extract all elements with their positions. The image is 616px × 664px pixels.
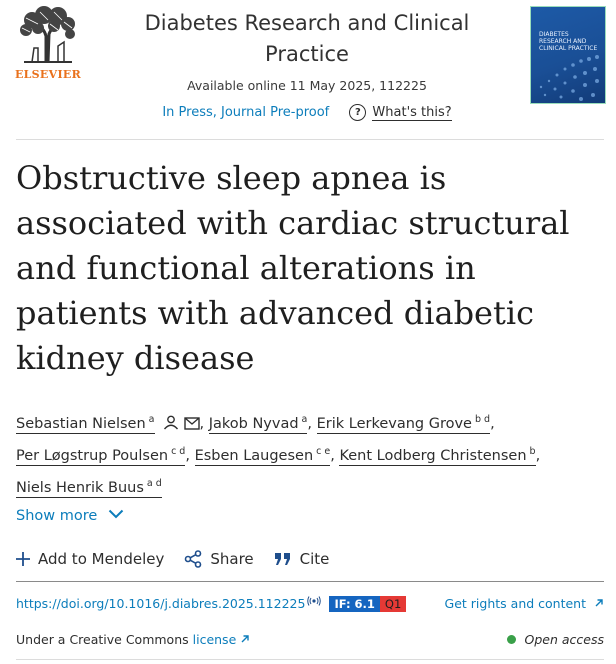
journal-header <box>0 0 616 140</box>
cite-label: Cite <box>299 550 330 568</box>
article-actions <box>16 550 349 568</box>
share-label: Share <box>210 550 254 568</box>
plus-icon <box>16 552 30 566</box>
author-link[interactable]: Erik Lerkevang Grove $^{b d}$ <box>316 414 491 432</box>
doi-row <box>16 596 604 612</box>
author-item: Jakob Nyvad $^a$, <box>208 414 317 432</box>
chevron-down-icon <box>108 509 124 519</box>
author-item: Erik Lerkevang Grove $^{b d}$, <box>316 414 495 432</box>
open-access-indicator <box>507 632 604 647</box>
license-link[interactable]: license <box>193 632 251 647</box>
add-to-mendeley-button[interactable] <box>16 550 164 568</box>
share-button[interactable] <box>184 550 253 568</box>
share-icon <box>184 550 202 568</box>
open-access-label: Open access <box>524 632 604 647</box>
external-link-icon <box>240 634 250 644</box>
actions-divider <box>16 581 604 582</box>
footer-divider <box>16 659 604 660</box>
cite-button[interactable] <box>274 550 330 568</box>
quartile-badge[interactable]: Q1 <box>380 596 406 612</box>
article-status-row <box>120 104 494 121</box>
journal-info <box>120 8 494 93</box>
quote-icon <box>274 552 292 566</box>
elsevier-tree-icon <box>18 6 78 64</box>
broadcast-icon <box>307 596 321 606</box>
mendeley-label: Add to Mendeley <box>38 550 165 568</box>
author-link[interactable]: Sebastian Nielsen $^a$ <box>16 414 155 432</box>
show-more-button[interactable] <box>16 508 124 524</box>
author-item <box>16 480 162 498</box>
elsevier-logo[interactable] <box>14 6 82 82</box>
license-row <box>16 632 604 647</box>
author-link[interactable]: Niels Henrik Buus $^{a d}$ <box>16 478 162 496</box>
show-more-label: Show more <box>16 508 98 524</box>
author-link[interactable]: Per Løgstrup Poulsen $^{c d}$ <box>16 446 186 464</box>
header-divider <box>16 139 604 140</box>
get-rights-link[interactable] <box>445 596 604 611</box>
doi-link[interactable]: https://doi.org/10.1016/j.diabres.2025.112225 <box>16 596 306 611</box>
author-link[interactable]: Jakob Nyvad $^a$ <box>208 414 308 432</box>
cover-title: DIABETES RESEARCH AND CLINICAL PRACTICE <box>539 31 598 52</box>
person-icon[interactable] <box>163 415 179 430</box>
availability-text: Available online 11 May 2025, 112225 <box>187 78 427 93</box>
license-prefix: Under a Creative Commons <box>16 632 189 647</box>
journal-title <box>120 8 494 70</box>
elsevier-wordmark: ELSEVIER <box>14 68 82 81</box>
author-item: Per Løgstrup Poulsen $^{c d}$, <box>16 446 195 464</box>
cover-pattern-icon <box>531 47 605 103</box>
author-item: Kent Lodberg Christensen $^b$, <box>339 446 541 464</box>
journal-cover-image[interactable] <box>530 6 606 104</box>
external-link-icon <box>594 598 604 608</box>
author-link[interactable]: Esben Laugesen $^{c e}$ <box>194 446 331 464</box>
envelope-icon[interactable] <box>184 417 200 430</box>
question-icon: ? <box>349 104 366 121</box>
author-list <box>16 406 596 502</box>
journal-title-link[interactable]: Diabetes Research and Clinical Practice <box>144 11 470 66</box>
open-access-dot-icon <box>507 635 516 644</box>
author-link[interactable]: Kent Lodberg Christensen $^b$ <box>339 446 536 464</box>
author-item: Sebastian Nielsen $^a$ , <box>16 414 209 432</box>
whats-this-label: What's this? <box>372 105 452 120</box>
rights-label: Get rights and content <box>444 596 587 611</box>
author-item: Esben Laugesen $^{c e}$, <box>194 446 340 464</box>
article-status-link[interactable]: In Press, Journal Pre-proof <box>162 105 330 120</box>
impact-factor-badge[interactable]: IF: 6.1 <box>329 596 379 612</box>
article-title: Obstructive sleep apnea is associated with cardiac structural and functional alterations in patients with advanced diabetic kidney disease <box>16 159 570 377</box>
whats-this-button[interactable] <box>349 105 451 120</box>
